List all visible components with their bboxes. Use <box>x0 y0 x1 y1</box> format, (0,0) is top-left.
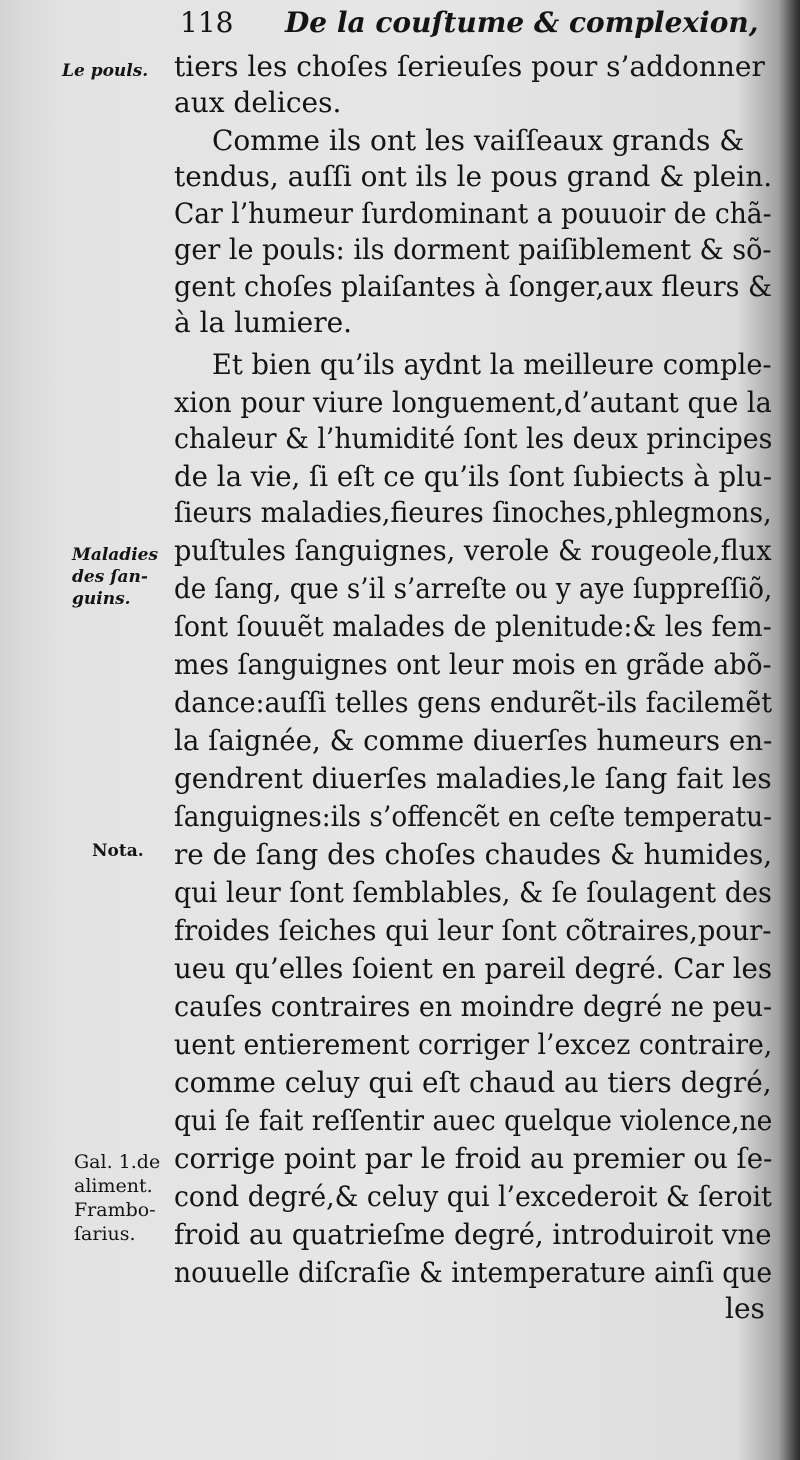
text-line: gendrent diuerſes maladies,le ſang fait les <box>174 762 772 795</box>
text-line: Comme ils ont les vaiſſeaux grands & <box>212 124 745 157</box>
text-line: nouuelle diſcraſie & intemperature ainſi que <box>174 1256 773 1289</box>
text-line: chaleur & l’humidité ſont les deux principes <box>174 422 773 455</box>
text-line: puſtules ſanguignes, verole & rougeole,flux <box>174 534 772 567</box>
text-line: froides ſeiches qui leur ſont cõtraires,pour- <box>174 914 772 947</box>
text-line: xion pour viure longuement,d’autant que la <box>174 386 772 419</box>
running-title: De la couſtume & complexion, <box>285 6 759 39</box>
margin-note-galen: Gal. 1.de aliment. Frambo-ſarius. <box>74 1151 161 1245</box>
text-line: ſieurs maladies,fieures ſinoches,phlegmons, <box>174 496 772 529</box>
text-line: qui leur ſont ſemblables, & ſe ſoulagent des <box>174 876 772 909</box>
text-line: ueu qu’elles ſoient en pareil degré. Car les <box>174 952 773 985</box>
text-line: comme celuy qui eſt chaud au tiers degré, <box>174 1066 772 1099</box>
text-line: re de ſang des choſes chaudes & humides, <box>174 838 773 871</box>
text-line: mes ſanguignes ont leur mois en grãde abõ- <box>174 648 772 681</box>
margin-note-pouls: Le pouls. <box>62 61 149 81</box>
text-line: de la vie, ſi eſt ce qu’ils ſont ſubiects à plu- <box>174 460 773 493</box>
margin-note-maladies: Maladies des ſan-guins. <box>72 545 159 609</box>
text-line: qui ſe fait reſſentir auec quelque violence,ne <box>174 1104 773 1137</box>
text-line: uent entierement corriger l’excez contraire, <box>174 1028 773 1061</box>
text-line: ger le pouls: ils dorment paiſiblement & sõ- <box>174 233 772 266</box>
margin-note-nota: Nota. <box>92 841 144 861</box>
text-line: ſanguignes:ils s’offencẽt en ceſte temperatu- <box>174 800 773 833</box>
text-line: tendus, auſſi ont ils le pous grand & plein. <box>174 160 773 193</box>
text-line: cond degré,& celuy qui l’excederoit & ſeroit <box>174 1180 772 1213</box>
text-line: dance:auſſi telles gens endurẽt-ils facilemẽt <box>174 686 773 719</box>
text-line: ſont ſouuẽt malades de plenitude:& les fem- <box>174 610 772 643</box>
text-line: gent choſes plaiſantes à ſonger,aux fleurs & <box>174 270 773 303</box>
catchword: les <box>725 1292 765 1325</box>
text-line: Et bien qu’ils aydnt la meilleure comple- <box>212 348 772 381</box>
text-line: à la lumiere. <box>174 306 353 339</box>
text-line: aux delices. <box>174 86 342 119</box>
text-line: la ſaignée, & comme diuerſes humeurs en- <box>174 724 773 757</box>
page-header <box>180 4 760 44</box>
text-line: de ſang, que s’il s’arreſte ou y aye ſuppreſſiõ, <box>174 572 773 605</box>
text-line: tiers les choſes ſerieuſes pour s’addonner <box>174 50 765 83</box>
text-line: corrige point par le froid au premier ou ſe- <box>174 1142 773 1175</box>
page-number: 118 <box>180 6 234 39</box>
text-line: froid au quatrieſme degré, introduiroit vne <box>174 1218 772 1251</box>
text-line: cauſes contraires en moindre degré ne peu- <box>174 990 773 1023</box>
text-line: Car l’humeur ſurdominant a pouuoir de chã- <box>174 197 772 230</box>
